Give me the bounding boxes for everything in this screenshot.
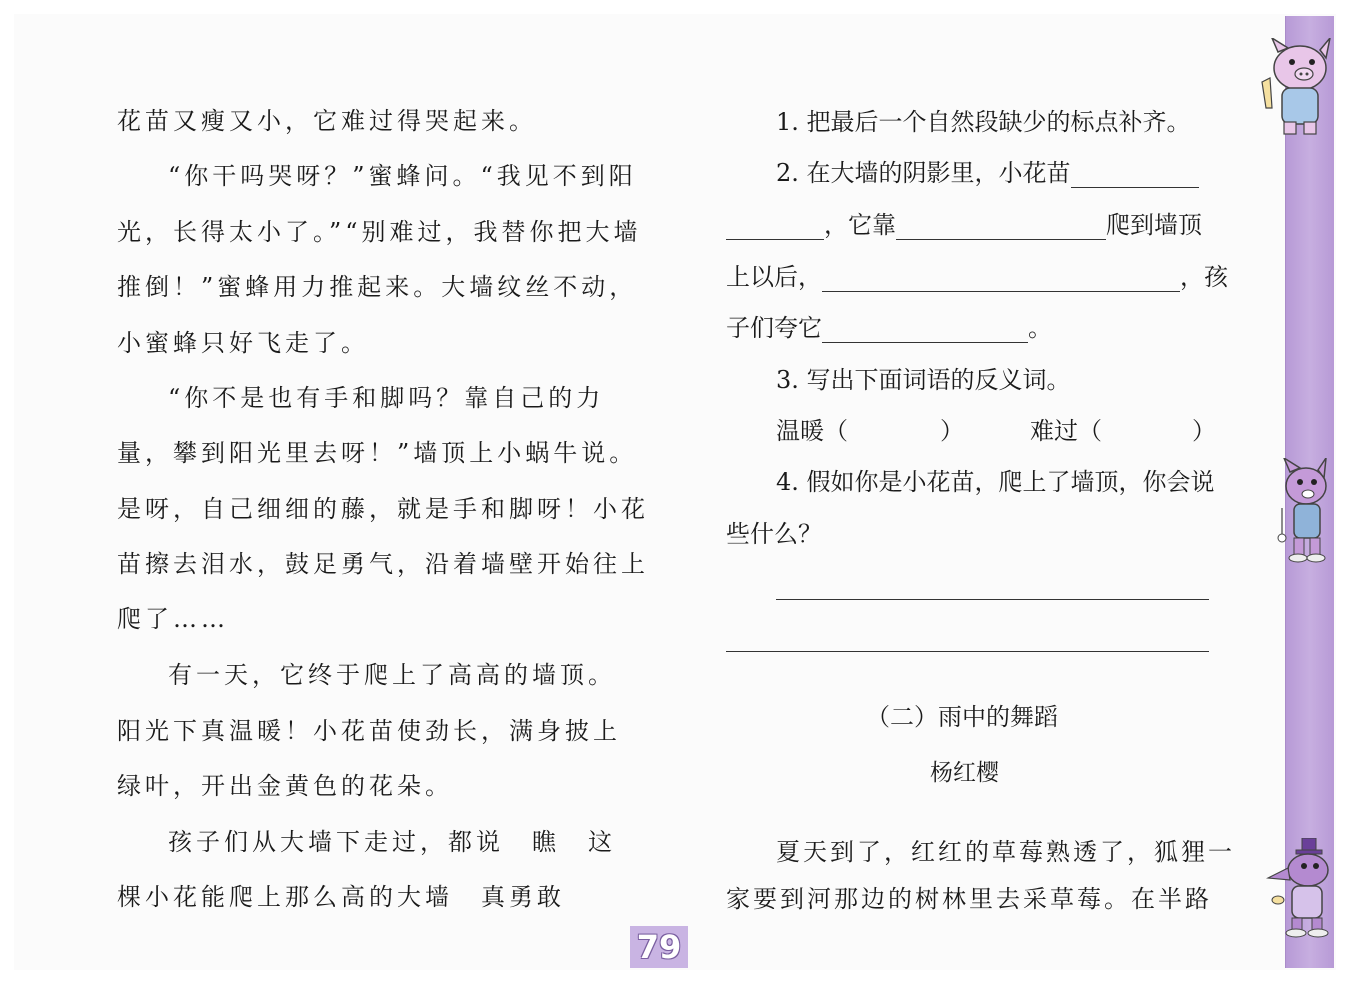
answer-blank[interactable] [822, 269, 1180, 292]
question-2-line-4: 子们夸它 。 [726, 314, 1052, 342]
text-line: 苗擦去泪水，鼓足勇气，沿着墙壁开始往上 [117, 550, 649, 578]
section-title: （二）雨中的舞蹈 [866, 703, 1058, 731]
answer-line[interactable] [726, 651, 1209, 652]
story-line: 夏天到了，红红的草莓熟透了，狐狸一 [776, 838, 1235, 866]
story-line: 家要到河那边的树林里去采草莓。在半路 [726, 885, 1212, 913]
antonym-sad-label: 难过（ [1030, 417, 1102, 445]
text-line: 孩子们从大墙下走过，都说 瞧 这 [168, 828, 616, 856]
antonym-warm-label: 温暖（ [776, 417, 848, 445]
question-2-line-2: ，它靠 爬到墙顶 [726, 210, 1202, 240]
text-line: 棵小花能爬上那么高的大墙 真勇敢 [117, 883, 565, 911]
text-line: 小蜜蜂只好飞走了。 [117, 329, 369, 357]
answer-blank[interactable] [1071, 165, 1199, 188]
question-3: 3. 写出下面词语的反义词。 [776, 366, 1071, 394]
text-line: 推倒！”蜜蜂用力推起来。大墙纹丝不动， [117, 273, 638, 301]
text-line: 有一天，它终于爬上了高高的墙顶。 [168, 661, 616, 689]
answer-blank[interactable] [822, 320, 1028, 343]
fox-mascot-icon [1266, 838, 1338, 938]
text-line: 是呀，自己细细的藤，就是手和脚呀！小花 [117, 495, 649, 523]
answer-blank[interactable] [896, 217, 1106, 240]
text-line: 花苗又瘦又小，它难过得哭起来。 [117, 107, 537, 135]
author: 杨红樱 [930, 760, 999, 786]
antonym-sad-close: ） [1192, 417, 1216, 445]
text-line: 光，长得太小了。”“别难过，我替你把大墙 [117, 218, 642, 246]
antonym-warm-close: ） [940, 417, 964, 445]
text-line: 绿叶，开出金黄色的花朵。 [117, 772, 453, 800]
question-2-line-1: 2. 在大墙的阴影里，小花苗 [776, 158, 1199, 188]
wolf-mascot-icon [1272, 458, 1336, 568]
text-line: “你干吗哭呀？”蜜蜂问。“我见不到阳 [168, 162, 637, 190]
question-4: 4. 假如你是小花苗，爬上了墙顶，你会说 [776, 468, 1215, 496]
pig-mascot-icon [1256, 38, 1336, 138]
text-line: 量，攀到阳光里去呀！”墙顶上小蜗牛说。 [117, 439, 638, 467]
question-2-line-3: 上以后， ，孩 [726, 263, 1228, 291]
text-line: 爬了…… [117, 605, 229, 633]
page-number: 79 [630, 926, 688, 968]
answer-line[interactable] [776, 599, 1209, 600]
text-line: “你不是也有手和脚吗？靠自己的力 [168, 384, 605, 412]
text-line: 阳光下真温暖！小花苗使劲长，满身披上 [117, 717, 621, 745]
answer-blank[interactable] [726, 217, 824, 240]
question-4-cont: 些什么？ [726, 520, 822, 548]
question-1: 1. 把最后一个自然段缺少的标点补齐。 [776, 108, 1191, 136]
